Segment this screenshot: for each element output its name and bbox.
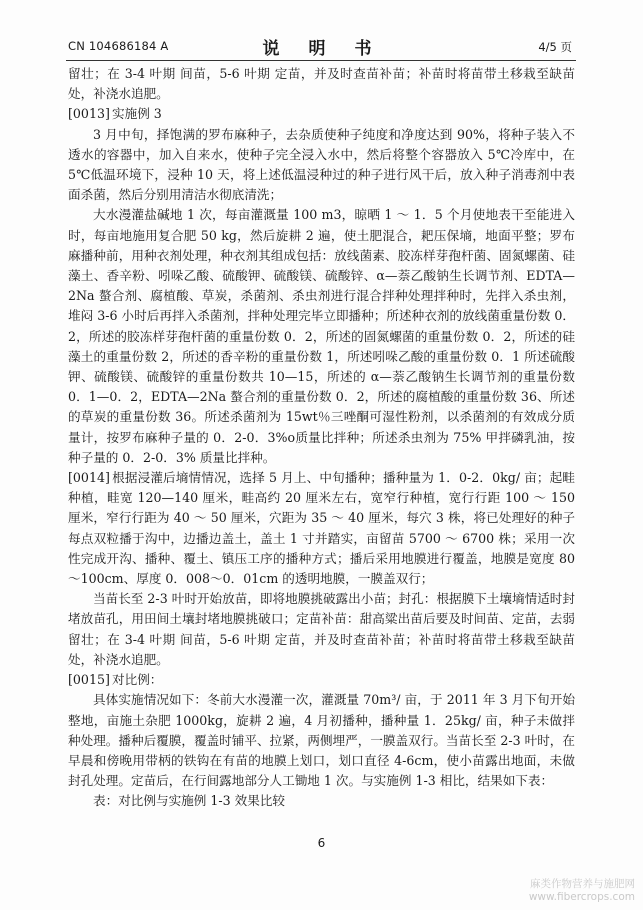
site-watermark: [529, 878, 635, 904]
paragraph-0014-text: 根据浸灌后墒情情况，选择 5 月上、中旬播种；播种量为 1．0-2．0kg/ 亩；起畦种植，畦宽 120—140 厘米，畦高约 20 厘米左右，宽窄行种植，宽行行距 100 ～ 150 厘米，窄行行距为 40 ～ 50 厘米，穴距为 35 ～ 40 厘米，每穴 3 株，将已处理好的种子每点双粒播于沟中，边播边盖土，盖土 1 寸并踏实，亩留苗 5700 ～ 6700 株；采用一次性完成开沟、播种、覆土、镇压工序的播种方式；播后采用地膜进行覆盖，地膜是宽度 80～100cm、厚度 0．008～0．01cm 的透明地膜，一膜盖双行；: [68, 470, 575, 587]
paragraph-0015-heading: [68, 670, 575, 690]
paragraph-number: [0014]: [68, 470, 110, 486]
patent-number: CN 104686184 A: [68, 39, 169, 53]
document-body: [68, 64, 575, 812]
paragraph-seed-treatment: 3 月中旬，择饱满的罗布麻种子，去杂质使种子纯度和净度达到 90%，将种子装入不透水的容器中，加入自来水，使种子完全浸入水中，然后将整个容器放入 5℃冷库中，在 5℃低温环境下，浸种 10 天，将上述低温浸种过的种子进行风干后，放入种子消毒剂中表面杀菌，然后分别用清洁水彻底清洗；: [68, 126, 575, 203]
page-number: 6: [317, 836, 326, 850]
paragraph-0013-heading: [68, 104, 575, 124]
paragraph-continuation: 留壮；在 3-4 叶期 间苗，5-6 叶期 定苗，并及时查苗补苗；补苗时将苗带土移栽至缺苗处，补浇水追肥。: [68, 66, 575, 102]
table-caption: 表：对比例与实施例 1-3 效果比较: [93, 793, 286, 809]
paragraph-seedling-management: 当苗长至 2-3 叶时开始放苗，即将地膜挑破露出小苗；封孔：根据膜下土壤墒情适时封堵放苗孔，用田间土壤封堵地膜挑破口；定苗补苗：甜高粱出苗后要及时间苗、定苗，去弱留壮；在 3-4 叶期 间苗，5-6 叶期 定苗，并及时查苗补苗；补苗时将苗带土移栽至缺苗处，补浇水追肥。: [68, 591, 575, 667]
page-header: [68, 36, 572, 58]
page-indicator: 4/5 页: [538, 40, 572, 54]
watermark-line-1: 麻类作物营养与施肥网: [530, 878, 635, 890]
comparative-example-title: 对比例：: [112, 672, 163, 688]
paragraph-number: [0013]: [68, 106, 110, 122]
document-title: 说 明 书: [262, 39, 378, 59]
paragraph-0014: [68, 468, 575, 589]
paragraph-comparative-details: 具体实施情况如下：冬前大水漫灌一次，灌溉量 70m³/ 亩，于 2011 年 3 月下旬开始整地，亩施土杂肥 1000kg，旋耕 2 遍，4 月初播种，播种量 1．25kg/ 亩，种子未做拌种处理。播种后覆膜，覆盖时铺平、拉紧，两侧埋严，一膜盖双行。当苗长至 2-3 叶时，在早晨和傍晚用带柄的铁钩在有苗的地膜上划口，划口直径 4-6cm，使小苗露出地面，未做封孔处理。定苗后，在行间露地部分人工锄地 1 次。与实施例 1-3 相比，结果如下表：: [68, 692, 575, 789]
header-rule: [66, 60, 576, 61]
paragraph-seed-coating: 大水漫灌盐碱地 1 次，每亩灌溉量 100 m3，晾晒 1 ～ 1．5 个月使地表干至能进入时，每亩地施用复合肥 50 kg，然后旋耕 2 遍，使土肥混合，耙压保墒，地面平整；罗布麻播种前，用种衣剂处理，种衣剂其组成包括：放线菌素、胶冻样芽孢杆菌、固氮螺菌、硅藻土、香辛粉、吲哚乙酸、硫酸钾、硫酸镁、硫酸锌、α—萘乙酸钠生长调节剂、EDTA—2Na 螯合剂、腐植酸、草炭，杀菌剂、杀虫剂进行混合拌种处理拌种时，先拌入杀虫剂，堆闷 3-6 小时后再拌入杀菌剂，拌种处理完毕立即播种；所述种衣剂的放线菌重量份数 0．2，所述的胶冻样芽孢杆菌的重量份数 0．2，所述的固氮螺菌的重量份数 0．2，所述的硅藻土的重量份数 2，所述的香辛粉的重量份数 1，所述吲哚乙酸的重量份数 0．1 所述硫酸钾、硫酸镁、硫酸锌的重量份数共 10—15，所述的 α—萘乙酸钠生长调节剂的重量份数 0．1—0．2，EDTA—2Na 螯合剂的重量份数 0．2，所述的腐植酸的重量份数 36、所述的草炭的重量份数 36。所述杀菌剂为 15wt％三唑酮可湿性粉剂，以杀菌剂的有效成分质量计，按罗布麻种子量的 0．2-0．3%o质量比拌种；所述杀虫剂为 75% 甲拌磷乳油，按种子量的 0．2-0．3% 质量比拌种。: [68, 207, 575, 465]
paragraph-number: [0015]: [68, 672, 110, 688]
example-title: 实施例 3: [112, 106, 162, 122]
watermark-line-2: www.fibercrops.com: [528, 891, 635, 903]
